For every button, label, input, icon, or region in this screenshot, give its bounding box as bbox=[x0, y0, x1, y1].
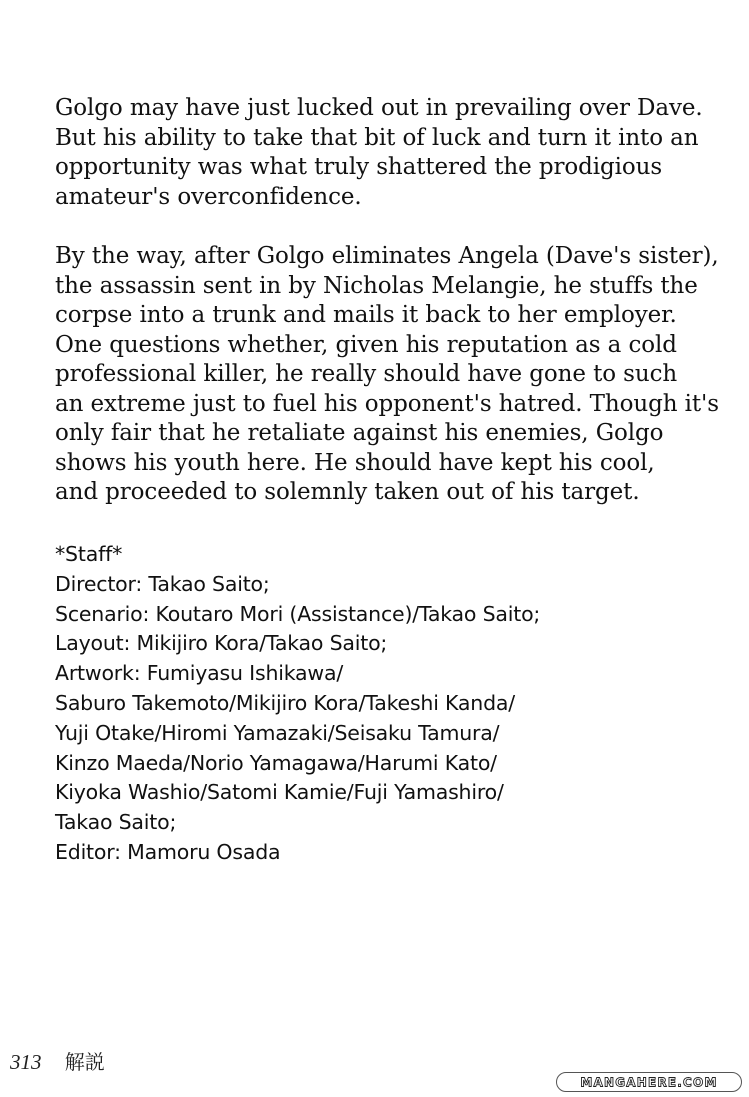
text-line: By the way, after Golgo eliminates Angela (Dave's sister), bbox=[55, 243, 719, 269]
watermark-text: MANGAHERE.COM bbox=[580, 1075, 718, 1090]
text-line: corpse into a trunk and mails it back to her employer. bbox=[55, 302, 677, 328]
staff-heading: *Staff* bbox=[55, 542, 123, 566]
staff-line: Yuji Otake/Hiromi Yamazaki/Seisaku Tamura/ bbox=[55, 720, 500, 745]
text-line: and proceeded to solemnly taken out of his target. bbox=[55, 479, 640, 505]
text-line: the assassin sent in by Nicholas Melangie, he stuffs the bbox=[55, 272, 698, 299]
text-line: professional killer, he really should have gone to such bbox=[55, 361, 678, 387]
page-number: 313 bbox=[10, 1050, 42, 1074]
page-footer bbox=[10, 1046, 105, 1075]
staff-line: Layout: Mikijiro Kora/Takao Saito; bbox=[55, 631, 388, 656]
text-line: opportunity was what truly shattered the prodigious bbox=[55, 154, 663, 180]
staff-line: Takao Saito; bbox=[55, 810, 177, 835]
watermark-logo bbox=[556, 1072, 742, 1092]
staff-credits bbox=[55, 540, 715, 868]
staff-line: Director: Takao Saito; bbox=[55, 571, 270, 596]
staff-line: Kinzo Maeda/Norio Yamagawa/Harumi Kato/ bbox=[55, 750, 497, 775]
staff-line: Saburo Takemoto/Mikijiro Kora/Takeshi Kanda/ bbox=[55, 690, 515, 715]
text-line: an extreme just to fuel his opponent's hatred. Though it's bbox=[55, 390, 719, 417]
text-line: One questions whether, given his reputation as a cold bbox=[55, 331, 677, 358]
text-line: amateur's overconfidence. bbox=[55, 183, 362, 210]
text-line: Golgo may have just lucked out in prevailing over Dave. bbox=[55, 95, 703, 121]
text-line: shows his youth here. He should have kept his cool, bbox=[55, 449, 655, 476]
text-line: only fair that he retaliate against his enemies, Golgo bbox=[55, 420, 664, 446]
staff-line: Artwork: Fumiyasu Ishikawa/ bbox=[55, 661, 344, 686]
staff-line: Scenario: Koutaro Mori (Assistance)/Takao Saito; bbox=[55, 601, 541, 626]
paragraph-1 bbox=[55, 94, 735, 212]
paragraph-2 bbox=[55, 242, 735, 508]
section-label: 解説 bbox=[64, 1052, 105, 1074]
paragraph-spacer bbox=[55, 212, 735, 242]
staff-line: Editor: Mamoru Osada bbox=[55, 839, 281, 864]
commentary-text bbox=[55, 94, 735, 508]
text-line: But his ability to take that bit of luck and turn it into an bbox=[55, 124, 699, 151]
staff-line: Kiyoka Washio/Satomi Kamie/Fuji Yamashiro/ bbox=[55, 780, 504, 805]
